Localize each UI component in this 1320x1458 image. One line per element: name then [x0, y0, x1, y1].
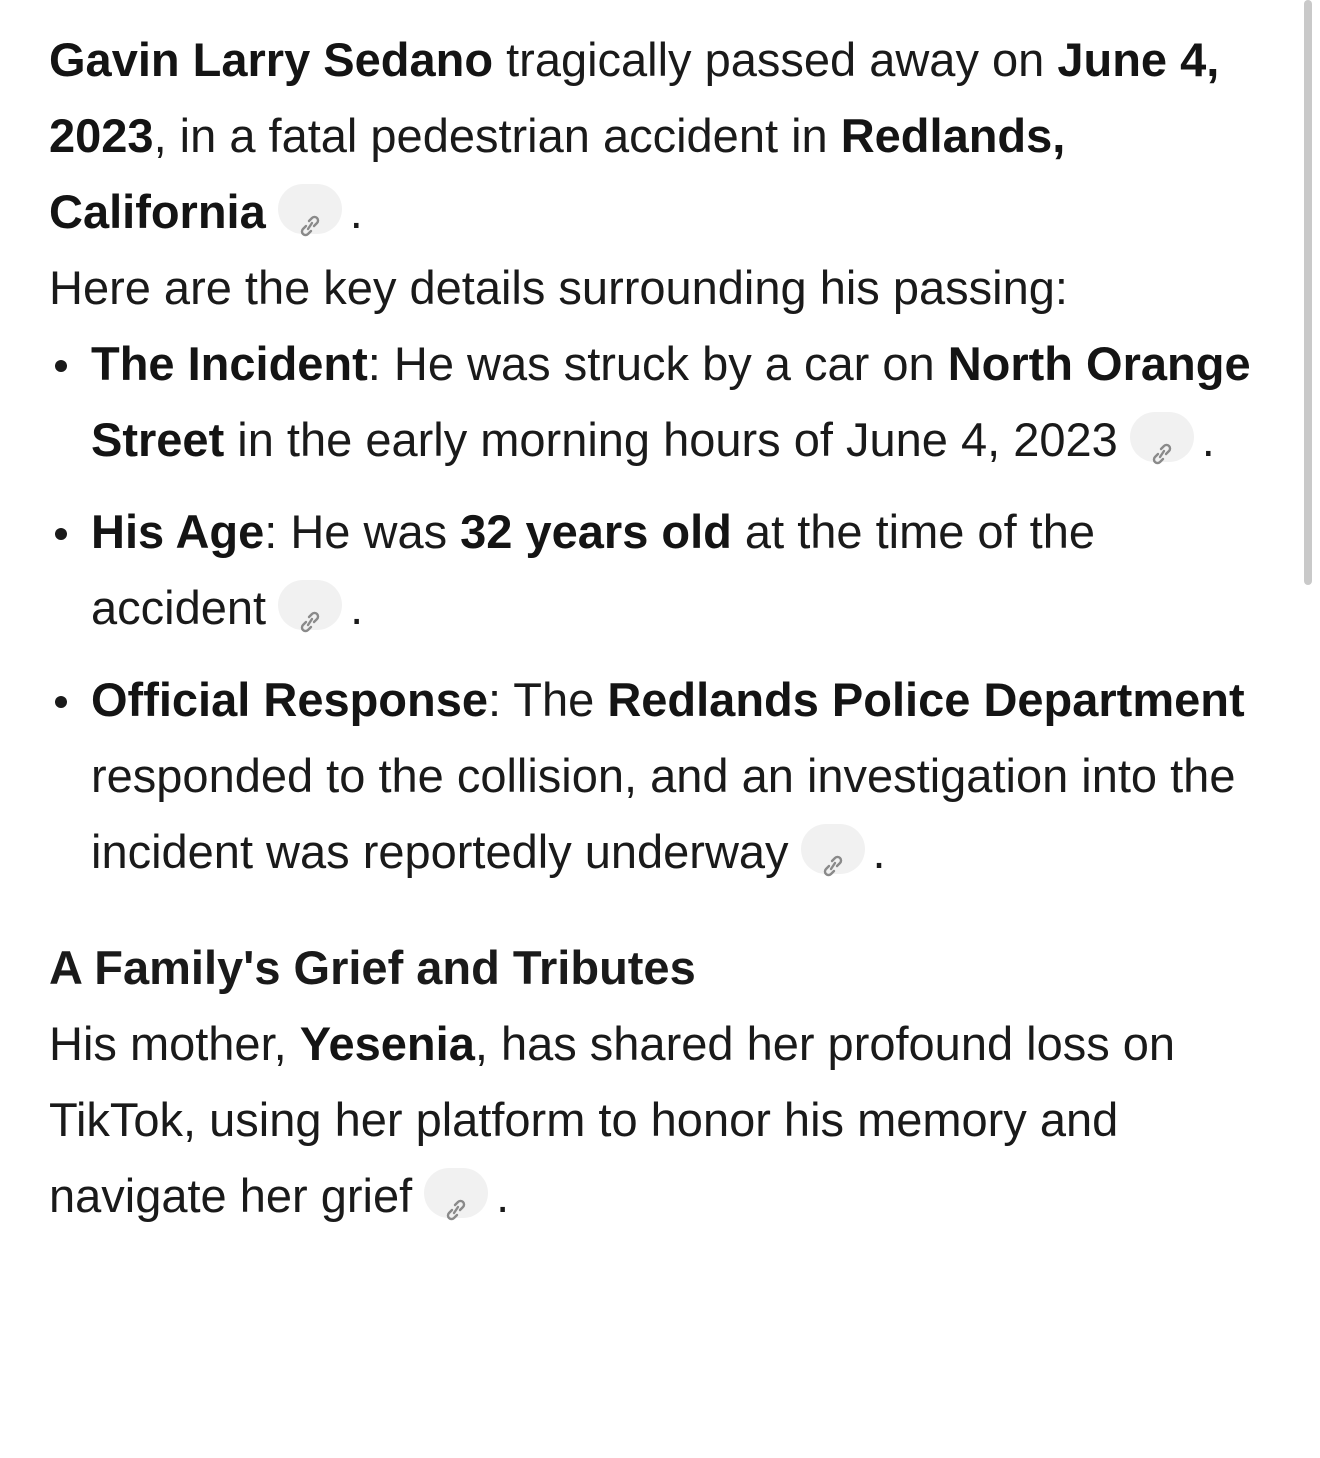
list-item-age: His Age: He was 32 years old at the time of the accident .	[49, 494, 1279, 646]
department-name: Redlands Police Department	[607, 673, 1245, 726]
list-item-official-response: Official Response: The Redlands Police Department responded to the collision, and an investigation into the incident was reportedly underway .	[49, 662, 1279, 890]
citation-link-button[interactable]	[424, 1168, 488, 1218]
section-heading: A Family's Grief and Tributes	[49, 941, 696, 994]
person-name: Gavin Larry Sedano	[49, 33, 494, 86]
street-name: North Orange Street	[91, 337, 1251, 466]
citation-link-button[interactable]	[801, 824, 865, 874]
response-content	[49, 22, 1279, 1234]
key-details-list	[49, 326, 1279, 890]
vertical-scrollbar[interactable]	[1304, 0, 1312, 585]
list-item-label: His Age	[91, 505, 265, 558]
accident-location: Redlands, California	[49, 109, 1066, 238]
list-item-incident: The Incident: He was struck by a car on North Orange Street in the early morning hours of June 4, 2023 .	[49, 326, 1279, 478]
age-value: 32 years old	[460, 505, 732, 558]
citation-link-button[interactable]	[1130, 412, 1194, 462]
link-icon	[297, 214, 323, 238]
link-icon	[820, 854, 846, 878]
bullet-dot	[55, 528, 67, 540]
family-paragraph: His mother, Yesenia, has shared her profound loss on TikTok, using her platform to honor his memory and navigate her grief .	[49, 1017, 1176, 1222]
link-icon	[1149, 442, 1175, 466]
citation-link-button[interactable]	[278, 580, 342, 630]
death-date: June 4, 2023	[49, 33, 1220, 162]
mother-name: Yesenia	[299, 1017, 475, 1070]
intro-paragraph: Gavin Larry Sedano tragically passed away on June 4, 2023, in a fatal pedestrian accident in Redlands, California .	[49, 33, 1220, 238]
bullet-dot	[55, 696, 67, 708]
list-item-label: Official Response	[91, 673, 488, 726]
link-icon	[297, 610, 323, 634]
list-item-label: The Incident	[91, 337, 368, 390]
lead-paragraph: Here are the key details surrounding his passing:	[49, 261, 1068, 314]
bullet-dot	[55, 360, 67, 372]
citation-link-button[interactable]	[278, 184, 342, 234]
link-icon	[443, 1198, 469, 1222]
